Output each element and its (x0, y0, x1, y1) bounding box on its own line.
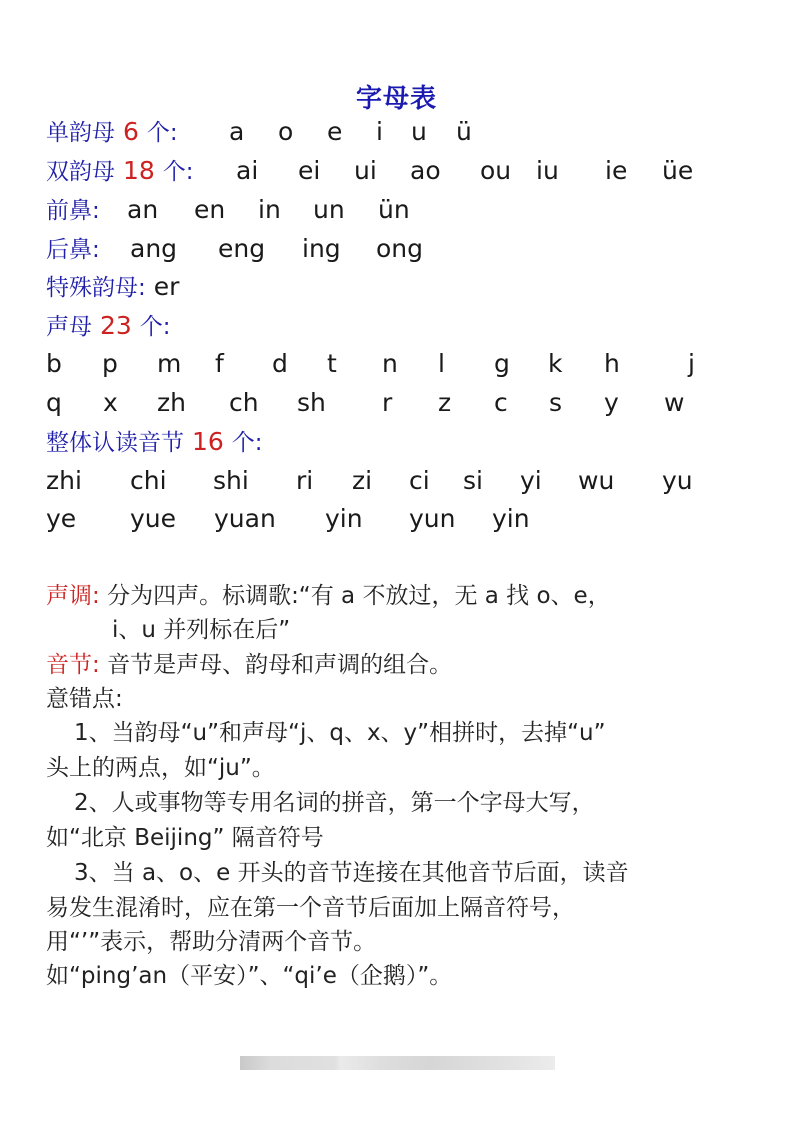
syllable-item: wu (578, 466, 615, 495)
tones-text-2: i、u 并列标在后” (112, 617, 291, 643)
initials-label: 声母 (46, 314, 92, 340)
vowel-item: ao (410, 156, 441, 185)
syllable-item: ri (296, 466, 314, 495)
whole-syllables-unit: 个: (231, 430, 263, 456)
vowel-item: ui (354, 156, 377, 185)
single-vowels-unit: 个: (146, 120, 178, 146)
initial-item: k (548, 349, 563, 378)
vowel-item: ie (605, 156, 628, 185)
vowel-item: u (411, 117, 427, 146)
vowel-item: ou (480, 156, 512, 185)
initials-count: 23 (99, 311, 132, 340)
initial-item: zh (157, 388, 186, 417)
nasal-item: ang (130, 234, 178, 263)
syllable-label: 音节: (46, 652, 100, 678)
initial-item: g (494, 349, 510, 378)
initial-item: w (664, 388, 685, 417)
vowel-item: i (376, 117, 383, 146)
initial-item: sh (297, 388, 326, 417)
vowel-item: üe (662, 156, 694, 185)
syllable-item: chi (130, 466, 167, 495)
syllable-item: yuan (214, 504, 276, 533)
vowel-item: iu (536, 156, 559, 185)
nasal-item: an (127, 195, 159, 224)
initial-item: y (604, 388, 619, 417)
single-vowels-label: 单韵母 (46, 120, 115, 146)
vowel-item: ai (236, 156, 259, 185)
syllable-item: shi (213, 466, 249, 495)
compound-vowels-count: 18 (122, 156, 155, 185)
compound-vowels-label: 双韵母 (46, 159, 115, 185)
syllable-item: yu (662, 466, 693, 495)
initial-item: ch (229, 388, 259, 417)
syllable-item: yin (325, 504, 363, 533)
initial-item: n (382, 349, 398, 378)
note-2-line-2: 如“北京 Beijing” 隔音符号 (46, 825, 324, 851)
initial-item: f (215, 349, 224, 378)
vowel-item: o (278, 117, 294, 146)
back-nasal-row (46, 232, 100, 267)
nasal-item: ong (376, 234, 424, 263)
single-vowels-row (46, 115, 178, 150)
syllable-item: zi (352, 466, 373, 495)
tones-line-1 (46, 579, 611, 613)
initials-heading (46, 309, 170, 344)
tones-label: 声调: (46, 583, 100, 609)
note-3-line-1: 3、当 a、o、e 开头的音节连接在其他音节后面，读音 (74, 860, 629, 886)
initial-item: s (549, 388, 563, 417)
special-vowel-item: er (153, 272, 180, 301)
syllable-item: yi (520, 466, 542, 495)
syllable-text: 音节是声母、韵母和声调的组合。 (107, 652, 453, 678)
initial-item: j (688, 349, 695, 378)
notes-label: 意错点: (46, 686, 123, 712)
syllable-item: yun (409, 504, 456, 533)
whole-syllables-heading (46, 425, 262, 460)
syllable-line (46, 648, 452, 682)
note-3-line-2: 易发生混淆时，应在第一个音节后面加上隔音符号， (46, 895, 575, 921)
vowel-item: ü (456, 117, 472, 146)
nasal-item: in (258, 195, 281, 224)
single-vowels-count: 6 (122, 117, 139, 146)
front-nasal-row (46, 193, 100, 228)
nasal-item: un (313, 195, 345, 224)
tones-line-2 (112, 613, 290, 647)
nasal-item: en (194, 195, 226, 224)
note-2-line-1: 2、人或事物等专用名词的拼音，第一个字母大写， (74, 790, 595, 816)
initial-item: c (494, 388, 508, 417)
redacted-footer-bar (240, 1056, 555, 1070)
syllable-item: yue (130, 504, 177, 533)
syllable-item: ci (409, 466, 430, 495)
initial-item: q (46, 388, 62, 417)
initial-item: h (604, 349, 620, 378)
syllable-item: ye (46, 504, 77, 533)
back-nasal-label: 后鼻: (46, 237, 100, 263)
initial-item: t (327, 349, 337, 378)
initial-item: r (382, 388, 393, 417)
compound-vowels-unit: 个: (162, 159, 194, 185)
front-nasal-label: 前鼻: (46, 198, 100, 224)
syllable-item: si (463, 466, 483, 495)
vowel-item: a (229, 117, 245, 146)
nasal-item: eng (218, 234, 266, 263)
note-3-line-4: 如“ping’an（平安）”、“qi’e（企鹅）”。 (46, 963, 453, 989)
note-1-line-2: 头上的两点，如“ju”。 (46, 755, 275, 781)
nasal-item: ing (302, 234, 341, 263)
initial-item: x (103, 388, 118, 417)
syllable-item: zhi (46, 466, 82, 495)
initial-item: b (46, 349, 62, 378)
tones-text-1: 分为四声。标调歌:“有 a 不放过，无 a 找 o、e， (107, 583, 611, 609)
special-vowel-label: 特殊韵母: (46, 275, 146, 301)
compound-vowels-row (46, 154, 193, 189)
note-3-line-3: 用“’”表示，帮助分清两个音节。 (46, 929, 377, 955)
page-title: 字母表 (355, 84, 437, 114)
whole-syllables-count: 16 (191, 427, 224, 456)
initial-item: l (438, 349, 445, 378)
initial-item: m (157, 349, 182, 378)
nasal-item: ün (378, 195, 410, 224)
initial-item: d (272, 349, 288, 378)
initial-item: p (102, 349, 118, 378)
whole-syllables-label: 整体认读音节 (46, 430, 184, 456)
syllable-item: yin (492, 504, 530, 533)
initials-unit: 个: (139, 314, 171, 340)
note-1-line-1: 1、当韵母“u”和声母“j、q、x、y”相拼时，去掉“u” (74, 720, 606, 746)
vowel-item: e (327, 117, 343, 146)
initial-item: z (438, 388, 452, 417)
vowel-item: ei (298, 156, 321, 185)
special-vowel-row (46, 270, 179, 305)
